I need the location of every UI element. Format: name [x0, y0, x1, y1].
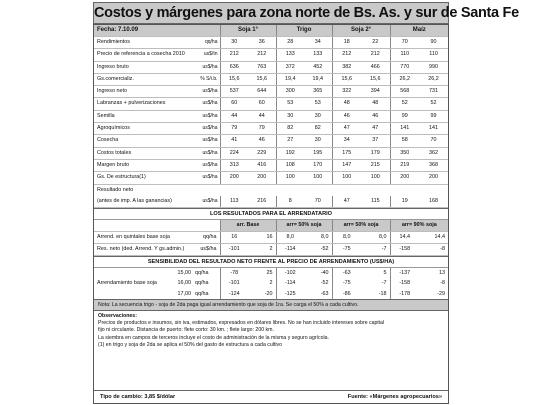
fuente: Fuente: «Márgenes agropecuarios» — [347, 394, 442, 400]
table-cell: 300 — [276, 86, 304, 98]
row-unit: us$/ha — [194, 98, 220, 110]
table-cell: 170 — [304, 159, 332, 171]
table-cell: 168 — [419, 196, 448, 208]
table-cell: -78 — [220, 268, 248, 279]
table-cell: 48 — [361, 98, 390, 110]
crop-header: Maíz — [390, 25, 448, 37]
table-row — [94, 289, 448, 300]
row-label: Precio de referencia a cosecha 2010 — [94, 49, 194, 61]
table-cell: 175 — [332, 147, 361, 159]
table-cell: -114 — [276, 243, 304, 255]
row-label — [94, 289, 166, 300]
table-cell: 15,6 — [220, 73, 248, 85]
table-cell: 15,6 — [332, 73, 361, 85]
row-label: Gs. De estructura(1) — [94, 172, 194, 184]
table-cell: -158 — [390, 243, 419, 255]
row-label: (antes de imp. A las ganancias) — [94, 196, 194, 208]
table-cell: 8,0 — [304, 231, 332, 243]
table-cell: -8 — [419, 243, 448, 255]
table-row — [94, 86, 448, 98]
table-cell: -137 — [390, 268, 419, 279]
table-row — [94, 268, 448, 279]
row-label: Ingreso neto — [94, 86, 194, 98]
table-cell: 644 — [248, 86, 276, 98]
table-cell: 82 — [276, 123, 304, 135]
table-cell: 28 — [276, 37, 304, 49]
table-cell: 8,0 — [332, 231, 361, 243]
table-row — [94, 49, 448, 61]
row-unit: us$/ha — [194, 135, 220, 147]
row-unit: us$/ha — [194, 61, 220, 73]
arrendatario-header-row — [94, 220, 448, 231]
table-cell: 219 — [390, 159, 419, 171]
table-cell: -18 — [378, 290, 387, 297]
quantity-cell: 17,00 — [177, 290, 191, 297]
costs-margins-table-frame — [93, 24, 449, 404]
resultado-neto-values-row — [94, 196, 448, 208]
table-cell: 8 — [276, 196, 304, 208]
table-cell: -7 — [381, 280, 387, 287]
table-cell: 27 — [276, 135, 304, 147]
table-cell: 147 — [332, 159, 361, 171]
table-cell: 46 — [332, 110, 361, 122]
row-label: Arrend. en quintales base soja — [94, 231, 194, 243]
table-cell: 568 — [390, 86, 419, 98]
table-cell: 133 — [276, 49, 304, 61]
sensibilidad-table — [94, 268, 448, 300]
table-cell: 416 — [248, 159, 276, 171]
table-cell: 350 — [390, 147, 419, 159]
table-cell: -7 — [361, 243, 390, 255]
row-label: Res. neto (ded. Arrend. Y gs.admin.) — [94, 243, 194, 255]
table-cell: 14,4 — [390, 231, 419, 243]
table-cell: -29 — [437, 290, 445, 297]
table-cell: 537 — [220, 86, 248, 98]
table-cell: 636 — [220, 61, 248, 73]
observaciones-line: (1) en trigo y soja de 2da se aplica el 50% del gasto de estructura a cada cultivo — [98, 341, 282, 348]
table-cell: 763 — [248, 61, 276, 73]
table-cell: -52 — [304, 243, 332, 255]
table-cell: 212 — [220, 49, 248, 61]
resultado-neto-row — [94, 184, 448, 196]
table-cell: 46 — [248, 135, 276, 147]
row-label: Rendimientos — [94, 37, 194, 49]
table-cell: -125 — [276, 289, 304, 300]
table-cell: 99 — [419, 110, 448, 122]
table-cell: 37 — [361, 135, 390, 147]
table-cell: -158 — [390, 278, 419, 289]
table-cell: 215 — [361, 159, 390, 171]
table-cell: 731 — [419, 86, 448, 98]
table-cell: 2 — [248, 243, 276, 255]
table-cell: 58 — [390, 135, 419, 147]
table-cell: 113 — [220, 196, 248, 208]
table-cell: 79 — [220, 123, 248, 135]
table-cell: 19 — [390, 196, 419, 208]
table-cell: 70 — [304, 196, 332, 208]
row-unit: us$/ha — [194, 110, 220, 122]
table-row — [94, 243, 448, 255]
table-cell: 46 — [361, 110, 390, 122]
table-cell: 200 — [220, 172, 248, 184]
row-label: Gs.comercializ. — [94, 73, 194, 85]
table-cell: -75 — [332, 278, 361, 289]
table-cell: 52 — [390, 98, 419, 110]
table-cell: 108 — [276, 159, 304, 171]
row-unit: us$/ha — [194, 123, 220, 135]
table-cell: 110 — [390, 49, 419, 61]
nota-bar: Nota: La secuencia trigo - soja de 2da paga igual arrendamiento que soja de 1ra. Se carga el 50% a cada cultivo. — [94, 299, 448, 311]
row-unit: us$/ha — [194, 196, 220, 208]
table-cell: 26,2 — [390, 73, 419, 85]
row-unit: us$/ha — [194, 243, 220, 255]
table-cell: 322 — [332, 86, 361, 98]
table-cell: -63 — [332, 268, 361, 279]
table-cell: 229 — [248, 147, 276, 159]
header-row — [94, 25, 448, 37]
scenario-header: arr= 50% soja — [276, 220, 332, 231]
row-unit: us$/ha — [194, 86, 220, 98]
table-cell: -63 — [320, 290, 329, 297]
table-cell: 41 — [220, 135, 248, 147]
row-label — [94, 268, 166, 279]
table-cell: 382 — [332, 61, 361, 73]
table-cell: 16 — [248, 231, 276, 243]
table-row — [94, 123, 448, 135]
table-cell: -52 — [320, 280, 329, 287]
table-cell: 8,0 — [361, 231, 390, 243]
table-cell: 192 — [276, 147, 304, 159]
table-row — [94, 98, 448, 110]
fecha-label: Fecha: 7.10.09 — [94, 25, 220, 37]
table-cell: -20 — [264, 290, 273, 297]
table-cell: 15,6 — [361, 73, 390, 85]
table-cell: 70 — [390, 37, 419, 49]
table-cell: 70 — [419, 135, 448, 147]
table-cell: 99 — [390, 110, 419, 122]
table-cell: 53 — [304, 98, 332, 110]
table-cell: 60 — [248, 98, 276, 110]
row-unit: us$/ha — [194, 147, 220, 159]
table-cell: 452 — [304, 61, 332, 73]
scenario-header: arr. Base — [220, 220, 276, 231]
table-cell: 30 — [304, 135, 332, 147]
table-row — [94, 110, 448, 122]
table-cell: 19,4 — [276, 73, 304, 85]
table-cell: 30 — [304, 110, 332, 122]
table-cell: 90 — [419, 37, 448, 49]
table-cell: -124 — [220, 289, 248, 300]
table-cell: 82 — [304, 123, 332, 135]
quantity-cell: 15,00 — [177, 269, 191, 276]
table-cell: 212 — [332, 49, 361, 61]
table-cell: 44 — [220, 110, 248, 122]
row-unit: qq/ha — [195, 290, 209, 297]
table-cell: 34 — [332, 135, 361, 147]
table-row — [94, 278, 448, 289]
table-cell: 16 — [220, 231, 248, 243]
table-cell: 8,0 — [276, 231, 304, 243]
table-cell: 36 — [248, 37, 276, 49]
table-cell: 48 — [332, 98, 361, 110]
tipo-de-cambio: Tipo de cambio: 3,85 $/dólar — [100, 394, 176, 400]
footer — [94, 390, 448, 403]
row-unit: qq/ha — [194, 231, 220, 243]
crop-header: Soja 1° — [220, 25, 276, 37]
row-unit: us$/tn — [194, 49, 220, 61]
crop-header: Trigo — [276, 25, 332, 37]
row-label: Costos totales — [94, 147, 194, 159]
scenario-header: arr= 50% soja — [332, 220, 390, 231]
blank-cell — [94, 220, 220, 231]
table-cell: -101 — [220, 278, 248, 289]
table-cell: 100 — [304, 172, 332, 184]
table-cell: 60 — [220, 98, 248, 110]
table-cell: 362 — [419, 147, 448, 159]
table-cell: 5 — [383, 269, 387, 276]
table-cell: 200 — [390, 172, 419, 184]
table-cell: 200 — [248, 172, 276, 184]
observaciones-line: fijo ni circulante. Distancia de puerto: flete corto: 30 km. ; flete largo: 200 km. — [98, 327, 274, 334]
table-cell: 44 — [248, 110, 276, 122]
observaciones-line: La siembra en campos de terceros incluye el costo de administración de la misma y seguro agrícola. — [98, 334, 329, 341]
table-cell: 115 — [361, 196, 390, 208]
table-cell: 216 — [248, 196, 276, 208]
table-cell: 365 — [304, 86, 332, 98]
table-cell: 200 — [419, 172, 448, 184]
table-cell: 47 — [332, 123, 361, 135]
table-cell: 15,6 — [248, 73, 276, 85]
table-row — [94, 172, 448, 184]
row-label: Ingreso bruto — [94, 61, 194, 73]
table-cell: 133 — [304, 49, 332, 61]
table-cell: 770 — [390, 61, 419, 73]
table-cell: 368 — [419, 159, 448, 171]
table-cell: 110 — [419, 49, 448, 61]
table-cell: -40 — [320, 269, 329, 276]
table-row — [94, 61, 448, 73]
row-unit: us$/ha — [194, 159, 220, 171]
crop-header: Soja 2° — [332, 25, 390, 37]
table-cell: 100 — [332, 172, 361, 184]
table-cell: 2 — [269, 280, 273, 287]
table-cell: 26,2 — [419, 73, 448, 85]
sensibilidad-section-title: SENSIBILIDAD DEL RESULTADO NETO FRENTE AL PRECIO DE ARRENDAMIENTO (US$/HA) — [94, 256, 448, 268]
table-cell: 53 — [276, 98, 304, 110]
table-cell: 100 — [361, 172, 390, 184]
row-unit: qq/ha — [195, 269, 209, 276]
table-cell: -114 — [276, 278, 304, 289]
row-unit: % S/i.b. — [194, 73, 220, 85]
row-label: Cosecha — [94, 135, 194, 147]
table-cell: -102 — [276, 268, 304, 279]
table-cell: 22 — [361, 37, 390, 49]
table-cell: 313 — [220, 159, 248, 171]
row-label: Margen bruto — [94, 159, 194, 171]
table-cell: 14,4 — [419, 231, 448, 243]
table-cell: -8 — [440, 280, 445, 287]
observaciones-title: Observaciones: — [98, 313, 137, 320]
row-label: Semilla — [94, 110, 194, 122]
table-cell: 990 — [419, 61, 448, 73]
table-cell: 18 — [332, 37, 361, 49]
row-label: Labranzas + pulverizaciones — [94, 98, 194, 110]
scenario-header: arr= 90% soja — [390, 220, 448, 231]
table-cell: 52 — [419, 98, 448, 110]
table-cell: -75 — [332, 243, 361, 255]
row-unit: us$/ha — [194, 172, 220, 184]
row-label: Agroquímicos — [94, 123, 194, 135]
table-cell: 47 — [332, 196, 361, 208]
observaciones — [94, 311, 448, 373]
table-cell: 25 — [266, 269, 273, 276]
table-cell: 34 — [304, 37, 332, 49]
table-row — [94, 231, 448, 243]
table-row — [94, 37, 448, 49]
table-row — [94, 159, 448, 171]
table-cell: 13 — [439, 269, 445, 276]
row-label: Arrendamiento base soja — [97, 280, 157, 287]
table-cell: -178 — [390, 289, 419, 300]
table-cell: 212 — [248, 49, 276, 61]
table-cell: 19,4 — [304, 73, 332, 85]
table-row — [94, 135, 448, 147]
table-cell: 195 — [304, 147, 332, 159]
row-label: Resultado neto — [97, 186, 134, 193]
table-cell: 394 — [361, 86, 390, 98]
table-cell: 47 — [361, 123, 390, 135]
table-cell: 79 — [248, 123, 276, 135]
table-cell: -86 — [332, 289, 361, 300]
row-unit: qq/ha — [195, 280, 209, 287]
table-cell: 372 — [276, 61, 304, 73]
arrendatario-table — [94, 220, 448, 255]
table-cell: 466 — [361, 61, 390, 73]
page-title: Costos y márgenes para zona norte de Bs. As. y sur de Santa Fe — [93, 2, 449, 24]
table-cell: 212 — [361, 49, 390, 61]
arrendatario-section-title: LOS RESULTADOS PARA EL ARRENDATARIO — [94, 208, 448, 220]
table-cell: 100 — [276, 172, 304, 184]
table-row — [94, 147, 448, 159]
table-row — [94, 73, 448, 85]
table-cell: 141 — [390, 123, 419, 135]
table-cell: 179 — [361, 147, 390, 159]
table-cell: 141 — [419, 123, 448, 135]
observaciones-line: Precios de productos e insumos, sin iva, estimados, expresados en dólares libres. No se han incluido intereses sobre capital — [98, 320, 385, 327]
table-cell: 30 — [276, 110, 304, 122]
quantity-cell: 16,00 — [177, 280, 191, 287]
main-table — [94, 25, 448, 208]
table-cell: 30 — [220, 37, 248, 49]
table-cell: 224 — [220, 147, 248, 159]
row-unit: qq/ha — [194, 37, 220, 49]
table-cell: -101 — [220, 243, 248, 255]
